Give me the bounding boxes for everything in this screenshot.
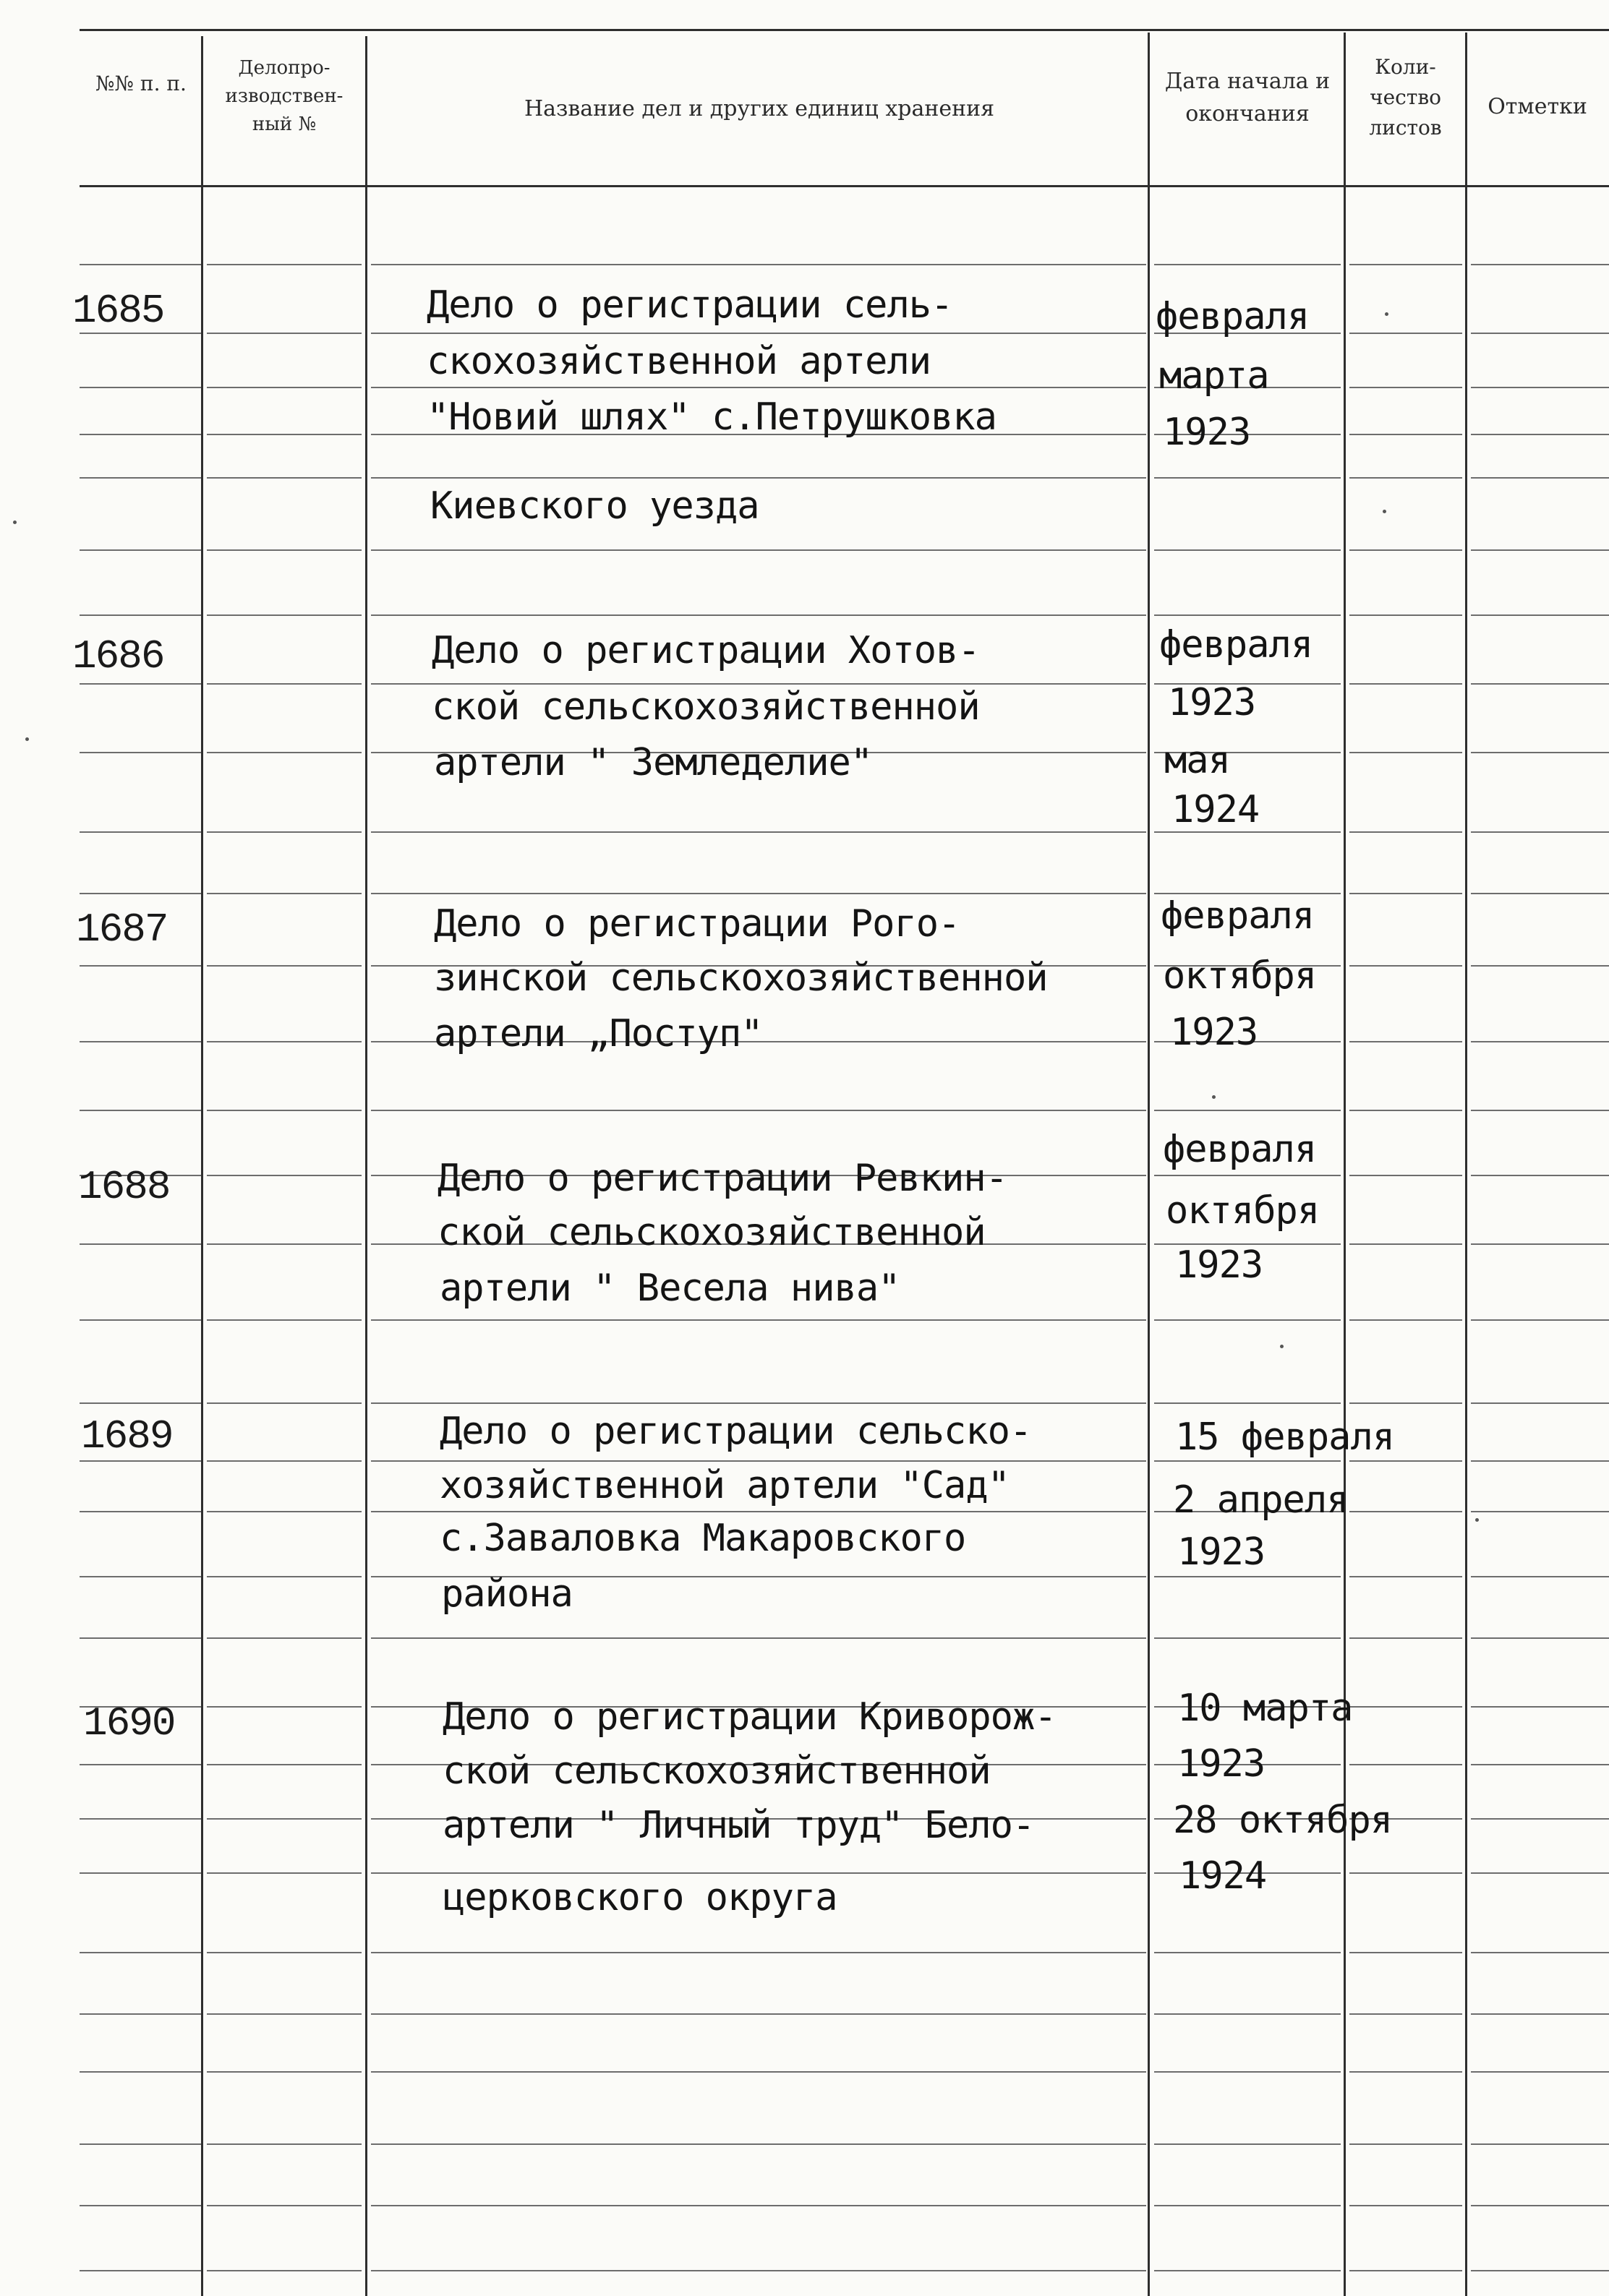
ruled-line [207, 387, 362, 388]
ruled-line [207, 2205, 362, 2206]
entry-date-line: февраля [1161, 894, 1315, 938]
ruled-line [371, 1319, 1146, 1321]
ruled-line [1154, 2013, 1341, 2015]
ruled-line [80, 2143, 201, 2145]
entry-date-line: 1924 [1171, 788, 1260, 831]
entry-date-line: февраля [1156, 295, 1310, 338]
ruled-line [207, 2143, 362, 2145]
ruled-line [1471, 2270, 1609, 2271]
ruled-line [371, 2071, 1146, 2073]
header-top-border [80, 29, 1609, 31]
ruled-line [1154, 1402, 1341, 1404]
entry-number: 1687 [76, 907, 168, 953]
entry-date-line: мая [1164, 739, 1230, 782]
entry-title-line: Киевского уезда [430, 484, 759, 528]
ruled-line [371, 2205, 1146, 2206]
ruled-line [207, 752, 362, 753]
ruled-line [1154, 2270, 1341, 2271]
ruled-line [1154, 264, 1341, 265]
entry-number: 1685 [72, 288, 164, 334]
ruled-line [1471, 434, 1609, 435]
ruled-line [371, 831, 1146, 833]
ruled-line [207, 2071, 362, 2073]
ruled-line [1349, 2071, 1462, 2073]
ruled-line [207, 831, 362, 833]
entry-date-line: 1923 [1177, 1742, 1266, 1786]
ruled-line [1471, 1041, 1609, 1042]
ruled-line [207, 1511, 362, 1512]
ruled-line [1349, 549, 1462, 551]
entry-title-line: хозяйственной артели "Сад" [440, 1464, 1010, 1507]
entry-title-line: района [441, 1572, 573, 1616]
ruled-line [207, 1243, 362, 1245]
ruled-line [207, 1952, 362, 1953]
ruled-line [207, 333, 362, 334]
ruled-line [1349, 752, 1462, 753]
ruled-line [1471, 264, 1609, 265]
ruled-line [207, 614, 362, 616]
ruled-line [1349, 1041, 1462, 1042]
entry-title-line: артели " Земледелие" [434, 741, 873, 784]
ruled-line [207, 264, 362, 265]
entry-title-line: "Новий шлях" с.Петрушковка [427, 395, 996, 439]
ruled-line [1471, 683, 1609, 685]
entry-number: 1686 [72, 633, 164, 680]
entry-date-line: октября [1163, 954, 1317, 998]
ruled-line [1349, 2143, 1462, 2145]
entry-title-line: артели " Личный труд" Бело- [443, 1804, 1035, 1847]
ruled-line [1471, 1243, 1609, 1245]
ruled-line [1471, 1175, 1609, 1176]
ruled-line [371, 1110, 1146, 1111]
ruled-line [207, 1460, 362, 1462]
entry-title-line: Дело о регистрации Рого- [434, 902, 960, 946]
ruled-line [1349, 1175, 1462, 1176]
entry-date-line: 1923 [1170, 1011, 1258, 1054]
scan-speck [1212, 1095, 1216, 1099]
ruled-line [80, 1041, 201, 1042]
scan-speck [25, 737, 29, 741]
header-sheets: Коли- чество листов [1369, 55, 1442, 140]
header-bottom-border [80, 185, 1609, 187]
ruled-line [80, 1872, 201, 1874]
entry-date-line: 1923 [1168, 681, 1256, 724]
ruled-line [1471, 1576, 1609, 1577]
column-divider-4 [1344, 33, 1346, 2296]
entry-number: 1688 [78, 1164, 170, 1210]
ruled-line [80, 1511, 201, 1512]
entry-title-line: Дело о регистрации сельско- [440, 1410, 1032, 1453]
ruled-line [80, 614, 201, 616]
ruled-line [1154, 831, 1341, 833]
ruled-line [1154, 1460, 1341, 1462]
ruled-line [1471, 1952, 1609, 1953]
ruled-line [80, 477, 201, 479]
ruled-line [207, 1706, 362, 1708]
ruled-line [1471, 387, 1609, 388]
ruled-line [1154, 1952, 1341, 1953]
ruled-line [371, 1460, 1146, 1462]
ruled-line [80, 1818, 201, 1820]
ruled-line [1349, 2270, 1462, 2271]
ruled-line [1154, 1319, 1341, 1321]
ruled-line [1471, 1872, 1609, 1874]
ruled-line [1154, 1110, 1341, 1111]
ruled-line [80, 1243, 201, 1245]
ruled-line [207, 1576, 362, 1577]
scan-speck [13, 521, 17, 524]
ruled-line [1349, 1576, 1462, 1577]
ruled-line [371, 683, 1146, 685]
ruled-line [1349, 387, 1462, 388]
ruled-line [1349, 1319, 1462, 1321]
ruled-line [207, 1637, 362, 1639]
ruled-line [80, 1952, 201, 1953]
ruled-line [1349, 1637, 1462, 1639]
ruled-line [207, 1818, 362, 1820]
ruled-line [80, 434, 201, 435]
ruled-line [207, 1319, 362, 1321]
header-dates: Дата начала и окончания [1164, 69, 1331, 127]
ruled-line [1471, 1460, 1609, 1462]
ruled-line [1154, 1576, 1341, 1577]
entry-date-line: февраля [1159, 623, 1313, 667]
ruled-line [80, 1637, 201, 1639]
ruled-line [1349, 264, 1462, 265]
scan-speck [1385, 312, 1388, 316]
ruled-line [1349, 831, 1462, 833]
ruled-line [371, 2270, 1146, 2271]
ruled-line [80, 683, 201, 685]
ruled-line [1471, 965, 1609, 967]
ruled-line [80, 752, 201, 753]
ruled-line [1349, 683, 1462, 685]
column-divider-2 [365, 36, 367, 2296]
ruled-line [1471, 893, 1609, 894]
ruled-line [1154, 1637, 1341, 1639]
ruled-line [207, 1764, 362, 1765]
ruled-line [1349, 965, 1462, 967]
ruled-line [371, 1952, 1146, 1953]
ruled-line [1349, 1402, 1462, 1404]
entry-title-line: артели " Весела нива" [440, 1267, 900, 1310]
ruled-line [1349, 2013, 1462, 2015]
ruled-line [1471, 1764, 1609, 1765]
ruled-line [1471, 752, 1609, 753]
entry-date-line: 15 февраля [1175, 1415, 1395, 1459]
ruled-line [1471, 2205, 1609, 2206]
ruled-line [1154, 2205, 1341, 2206]
ruled-line [1471, 549, 1609, 551]
ruled-line [207, 2013, 362, 2015]
ruled-line [371, 614, 1146, 616]
ruled-line [371, 2013, 1146, 2015]
ruled-line [207, 1872, 362, 1874]
ruled-line [1349, 1243, 1462, 1245]
ruled-line [1349, 1460, 1462, 1462]
ruled-line [80, 1319, 201, 1321]
ruled-line [1349, 434, 1462, 435]
entry-date-line: 1923 [1163, 411, 1251, 454]
ruled-line [371, 477, 1146, 479]
ruled-line [1349, 333, 1462, 334]
ruled-line [80, 549, 201, 551]
entry-title-line: Дело о регистрации сель- [427, 283, 953, 327]
ruled-line [371, 549, 1146, 551]
ruled-line [1154, 614, 1341, 616]
ruled-line [80, 1110, 201, 1111]
entry-title-line: ской сельскохозяйственной [443, 1749, 991, 1793]
ruled-line [1471, 1511, 1609, 1512]
ruled-line [1349, 893, 1462, 894]
ruled-line [207, 683, 362, 685]
ruled-line [371, 387, 1146, 388]
entry-number: 1690 [83, 1700, 175, 1747]
ruled-line [371, 1511, 1146, 1512]
header-notes: Отметки [1488, 94, 1587, 119]
column-divider-5 [1465, 33, 1467, 2296]
entry-date-line: октября [1166, 1189, 1320, 1233]
entry-date-line: 1924 [1179, 1854, 1267, 1898]
entry-date-line: 2 апреля [1173, 1478, 1349, 1522]
ruled-line [1471, 2013, 1609, 2015]
ruled-line [1471, 1706, 1609, 1708]
ruled-line [1471, 2071, 1609, 2073]
ruled-line [371, 893, 1146, 894]
ruled-line [207, 1110, 362, 1111]
ruled-line [80, 1576, 201, 1577]
column-divider-3 [1148, 33, 1150, 2296]
ruled-line [207, 549, 362, 551]
entry-date-line: марта [1159, 354, 1269, 398]
ruled-line [80, 2013, 201, 2015]
scan-speck [1475, 1518, 1479, 1522]
ruled-line [1349, 1872, 1462, 1874]
ruled-line [1154, 2071, 1341, 2073]
ruled-line [371, 2143, 1146, 2145]
ruled-line [1349, 1110, 1462, 1111]
ruled-line [1349, 1952, 1462, 1953]
ruled-line [1471, 1818, 1609, 1820]
scan-speck [1280, 1345, 1284, 1348]
entry-title-line: Дело о регистрации Хотов- [432, 629, 980, 672]
ruled-line [207, 965, 362, 967]
column-divider-1 [201, 36, 203, 2296]
ruled-line [80, 264, 201, 265]
ruled-line [1154, 477, 1341, 479]
ruled-line [80, 1764, 201, 1765]
ruled-line [1349, 477, 1462, 479]
ruled-line [80, 2205, 201, 2206]
ruled-line [1471, 614, 1609, 616]
ruled-line [371, 333, 1146, 334]
entry-title-line: Дело о регистрации Ревкин- [438, 1157, 1007, 1200]
ruled-line [1471, 2143, 1609, 2145]
ruled-line [207, 1041, 362, 1042]
ruled-line [1154, 549, 1341, 551]
ruled-line [207, 477, 362, 479]
ruled-line [80, 2071, 201, 2073]
ruled-line [1471, 831, 1609, 833]
ruled-line [1154, 1175, 1341, 1176]
entry-date-line: 1923 [1177, 1530, 1266, 1574]
entry-title-line: Дело о регистрации Криворож- [443, 1695, 1057, 1739]
entry-title-line: ской сельскохозяйственной [438, 1211, 986, 1254]
ruled-line [80, 965, 201, 967]
header-title: Название дел и других единиц хранения [524, 96, 995, 121]
ruled-line [207, 434, 362, 435]
entry-title-line: ской сельскохозяйственной [432, 685, 980, 729]
ruled-line [1471, 1110, 1609, 1111]
header-office-num: Делопро- изводствен- ный № [225, 57, 343, 135]
entry-title-line: скохозяйственной артели [427, 340, 931, 383]
entry-number: 1689 [81, 1413, 173, 1460]
ruled-line [80, 1402, 201, 1404]
entry-date-line: февраля [1163, 1128, 1317, 1171]
ruled-line [371, 1872, 1146, 1874]
entry-title-line: артели „Поступ" [434, 1012, 763, 1055]
ruled-line [1471, 333, 1609, 334]
ruled-line [1349, 1706, 1462, 1708]
ruled-line [207, 2270, 362, 2271]
ruled-line [371, 264, 1146, 265]
ruled-line [1154, 2143, 1341, 2145]
ruled-line [1349, 614, 1462, 616]
ruled-line [80, 1460, 201, 1462]
ruled-line [371, 1402, 1146, 1404]
ruled-line [80, 387, 201, 388]
ruled-line [1349, 2205, 1462, 2206]
ruled-line [1349, 1511, 1462, 1512]
ruled-line [207, 1402, 362, 1404]
ruled-line [80, 831, 201, 833]
scan-speck [1383, 510, 1386, 513]
ruled-line [207, 893, 362, 894]
entry-date-line: 1923 [1175, 1243, 1263, 1287]
entry-title-line: зинской сельскохозяйственной [434, 956, 1048, 1000]
ruled-line [80, 2270, 201, 2271]
entry-title-line: церковского округа [443, 1876, 837, 1919]
ruled-line [1471, 1319, 1609, 1321]
ruled-line [207, 1175, 362, 1176]
entry-title-line: с.Заваловка Макаровского [440, 1517, 966, 1560]
entry-date-line: 28 октября [1173, 1799, 1393, 1842]
ruled-line [80, 893, 201, 894]
ruled-line [1471, 477, 1609, 479]
ruled-line [1471, 1402, 1609, 1404]
entry-date-line: 10 марта [1177, 1687, 1353, 1730]
ruled-line [1471, 1637, 1609, 1639]
header-num: №№ п. п. [95, 72, 187, 95]
ruled-line [1349, 1764, 1462, 1765]
ruled-line [371, 1637, 1146, 1639]
